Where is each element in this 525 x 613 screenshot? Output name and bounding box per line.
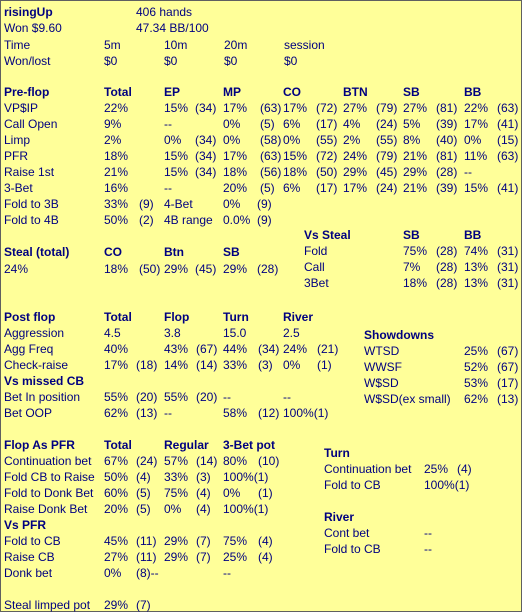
preflop-row-label: VP$IP [4, 101, 39, 115]
preflop-cell: 5% [403, 117, 421, 131]
flop-pfr-cell: 57% [164, 454, 189, 468]
missed-cb-cell: -- [283, 390, 291, 404]
postflop-cell: (3) [258, 358, 273, 372]
preflop-cell: 27% [343, 101, 368, 115]
showdowns-row-label: W$SD [364, 376, 399, 390]
wonlost-value-2: $0 [224, 54, 238, 68]
flop-pfr-cell: (14) [196, 454, 218, 468]
vs-steal-cell: 7% [403, 260, 421, 274]
vs-steal-cell: 13% [464, 276, 489, 290]
preflop-cell: 29% [343, 165, 368, 179]
postflop-cell: 3.8 [164, 326, 181, 340]
preflop-cell: (58) [260, 133, 282, 147]
vs-missed-cb-title: Vs missed CB [4, 374, 85, 388]
preflop-cell: (56) [260, 165, 282, 179]
vs-pfr-cell: 29% [164, 534, 189, 548]
steal-limped-value: 29% [104, 598, 129, 612]
preflop-cell: (39) [436, 181, 458, 195]
postflop-cell: (67) [196, 342, 218, 356]
missed-cb-cell: 55% [164, 390, 189, 404]
preflop-cell: (40) [436, 133, 458, 147]
preflop-cell: (63) [260, 149, 282, 163]
time-col-0: 5m [104, 38, 121, 52]
vs-steal-cell: 74% [464, 244, 489, 258]
postflop-row-label: Aggression [4, 326, 65, 340]
flop-pfr-header-1: Regular [164, 438, 209, 452]
missed-cb-cell: -- [223, 390, 231, 404]
preflop-cell: 17% [223, 149, 248, 163]
missed-cb-cell: 58% [223, 406, 248, 420]
vs-steal-title: Vs Steal [304, 228, 351, 242]
time-col-2: 20m [224, 38, 248, 52]
postflop-cell: 0% [283, 358, 301, 372]
preflop-title: Pre-flop [4, 85, 50, 99]
preflop-cell: 15% [283, 149, 308, 163]
postflop-row-label: Check-raise [4, 358, 69, 372]
preflop-cell: 0% [223, 117, 241, 131]
preflop-cell: 21% [104, 165, 129, 179]
preflop-header-6: BB [464, 85, 482, 99]
flop-pfr-cell: (4) [196, 486, 211, 500]
preflop-cell: 22% [464, 101, 489, 115]
missed-cb-cell: (13) [136, 406, 158, 420]
postflop-cell: 17% [104, 358, 129, 372]
vs-pfr-cell: 0% [104, 566, 122, 580]
preflop-header-3: CO [283, 85, 301, 99]
wonlost-value-1: $0 [164, 54, 178, 68]
vs-steal-header-bb: BB [464, 228, 482, 242]
player-name: risingUp [4, 5, 53, 19]
postflop-cell: 14% [164, 358, 189, 372]
preflop-fold3b-label2: 4-Bet [164, 197, 193, 211]
preflop-cell: 6% [283, 181, 301, 195]
postflop-header-3: River [283, 310, 314, 324]
preflop-cell: 22% [104, 101, 129, 115]
vs-steal-header-sb: SB [403, 228, 420, 242]
preflop-cell: 0% [164, 133, 182, 147]
river-row-label: Cont bet [324, 526, 370, 540]
steal-cell: 18% [104, 262, 129, 276]
preflop-cell: (50) [316, 165, 338, 179]
preflop-cell: (63) [497, 101, 519, 115]
flop-pfr-cell: 60% [104, 486, 129, 500]
vs-pfr-title: Vs PFR [4, 518, 47, 532]
missed-cb-cell: -- [164, 406, 172, 420]
postflop-header-0: Total [104, 310, 132, 324]
vs-pfr-cell: 27% [104, 550, 129, 564]
steal-limped-count: (7) [136, 598, 151, 612]
missed-cb-row-label: Bet In position [4, 390, 81, 404]
preflop-cell: 17% [283, 101, 308, 115]
vs-steal-cell: (31) [497, 244, 519, 258]
preflop-header-5: SB [403, 85, 420, 99]
preflop-cell: 18% [283, 165, 308, 179]
showdowns-count: (13) [497, 392, 519, 406]
postflop-header-2: Turn [223, 310, 249, 324]
flop-pfr-cell: 80% [223, 454, 248, 468]
vs-steal-cell: (28) [436, 260, 458, 274]
preflop-cell: 17% [223, 101, 248, 115]
vs-pfr-row-label: Raise CB [4, 550, 55, 564]
missed-cb-cell: 55% [104, 390, 129, 404]
vs-pfr-row-label: Fold to CB [4, 534, 61, 548]
preflop-cell: 21% [403, 149, 428, 163]
postflop-cell: (14) [196, 358, 218, 372]
steal-total-value: 24% [4, 262, 29, 276]
showdowns-count: (67) [497, 344, 519, 358]
preflop-fold3b-count: (9) [139, 197, 154, 211]
postflop-cell: (1) [317, 358, 332, 372]
turn-value: 100%(1) [424, 478, 470, 492]
preflop-row-label: 3-Bet [4, 181, 33, 195]
preflop-fold3b-value: 33% [104, 197, 129, 211]
vs-pfr-cell: (7) [196, 550, 211, 564]
flop-pfr-row-label: Raise Donk Bet [4, 502, 88, 516]
preflop-cell: (81) [436, 101, 458, 115]
preflop-cell: 15% [164, 101, 189, 115]
missed-cb-cell: (20) [196, 390, 218, 404]
preflop-cell: (24) [376, 181, 398, 195]
steal-cell: (50) [139, 262, 161, 276]
vs-steal-row-label: Call [304, 260, 325, 274]
preflop-cell: (34) [195, 133, 217, 147]
vs-steal-row-label: Fold [304, 244, 328, 258]
showdowns-count: (17) [497, 376, 519, 390]
flop-pfr-cell: (1) [258, 486, 273, 500]
postflop-cell: (21) [317, 342, 339, 356]
preflop-cell: 20% [223, 181, 248, 195]
preflop-fold4b-value: 50% [104, 213, 129, 227]
preflop-cell: (24) [376, 117, 398, 131]
missed-cb-cell: 100%(1) [283, 406, 329, 420]
vs-steal-cell: (31) [497, 260, 519, 274]
flop-pfr-header-2: 3-Bet pot [223, 438, 275, 452]
preflop-cell: 16% [104, 181, 129, 195]
flop-pfr-cell: (5) [136, 502, 151, 516]
preflop-cell: (63) [497, 149, 519, 163]
preflop-header-1: EP [164, 85, 181, 99]
turn-row-label: Fold to CB [324, 478, 381, 492]
steal-header-0: CO [104, 245, 122, 259]
preflop-cell: (17) [316, 117, 338, 131]
preflop-cell: (72) [316, 149, 338, 163]
postflop-cell: 24% [283, 342, 308, 356]
showdowns-value: 25% [464, 344, 489, 358]
vs-pfr-cell: (4) [258, 550, 273, 564]
postflop-cell: 4.5 [104, 326, 121, 340]
steal-header-2: SB [223, 245, 240, 259]
flop-pfr-cell: 0% [223, 486, 241, 500]
preflop-fold4b-value2: 0.0% [223, 213, 251, 227]
preflop-fold3b-count2: (9) [257, 197, 272, 211]
postflop-cell: 44% [223, 342, 248, 356]
river-title: River [324, 510, 355, 524]
vs-steal-cell: (28) [436, 276, 458, 290]
preflop-cell: (34) [195, 149, 217, 163]
preflop-cell: 29% [403, 165, 428, 179]
preflop-fold4b-label: Fold to 4B [4, 213, 59, 227]
preflop-cell: (45) [376, 165, 398, 179]
showdowns-title: Showdowns [364, 328, 434, 342]
river-value: -- [424, 526, 432, 540]
vs-pfr-cell: (7) [196, 534, 211, 548]
preflop-cell: 9% [104, 117, 122, 131]
steal-cell: (45) [195, 262, 217, 276]
time-col-3: session [284, 38, 325, 52]
showdowns-value: 53% [464, 376, 489, 390]
preflop-cell: (81) [436, 149, 458, 163]
preflop-cell: (28) [436, 165, 458, 179]
vs-pfr-cell: (4) [258, 534, 273, 548]
preflop-cell: 4% [343, 117, 361, 131]
showdowns-value: 62% [464, 392, 489, 406]
vs-steal-cell: (28) [436, 244, 458, 258]
wonlost-value-0: $0 [104, 54, 118, 68]
preflop-cell: 21% [403, 181, 428, 195]
preflop-cell: 24% [343, 149, 368, 163]
postflop-header-1: Flop [164, 310, 190, 324]
showdowns-value: 52% [464, 360, 489, 374]
vs-pfr-cell: 25% [223, 550, 248, 564]
flop-pfr-cell: 0% [164, 502, 182, 516]
vs-steal-cell: 75% [403, 244, 428, 258]
flop-pfr-cell: 50% [104, 470, 129, 484]
missed-cb-row-label: Bet OOP [4, 406, 53, 420]
time-label: Time [4, 38, 31, 52]
vs-steal-cell: (31) [497, 276, 519, 290]
preflop-cell: (17) [316, 181, 338, 195]
preflop-cell: 0% [223, 133, 241, 147]
preflop-cell: 11% [464, 149, 488, 163]
preflop-cell: (72) [316, 101, 338, 115]
postflop-cell: 33% [223, 358, 248, 372]
preflop-cell: 18% [104, 149, 129, 163]
preflop-cell: 15% [164, 165, 189, 179]
flop-pfr-cell: (4) [136, 470, 151, 484]
flop-pfr-cell: 20% [104, 502, 129, 516]
preflop-cell: (15) [497, 133, 519, 147]
postflop-cell: 40% [104, 342, 129, 356]
preflop-row-label: PFR [4, 149, 28, 163]
preflop-cell: (39) [436, 117, 458, 131]
preflop-fold4b-count: (2) [139, 213, 154, 227]
preflop-fold4b-count2: (9) [257, 213, 272, 227]
flop-pfr-row-label: Continuation bet [4, 454, 92, 468]
turn-title: Turn [324, 446, 350, 460]
preflop-cell: (5) [260, 181, 275, 195]
preflop-cell: (79) [376, 149, 398, 163]
postflop-cell: 15.0 [223, 326, 247, 340]
flop-pfr-title: Flop As PFR [4, 438, 75, 452]
preflop-cell: (55) [316, 133, 338, 147]
preflop-cell: 17% [464, 117, 489, 131]
preflop-cell: 18% [223, 165, 248, 179]
vs-pfr-cell: 45% [104, 534, 129, 548]
steal-cell: (28) [257, 262, 279, 276]
preflop-header-0: Total [104, 85, 132, 99]
preflop-cell: 27% [403, 101, 428, 115]
preflop-cell: -- [164, 117, 172, 131]
steal-limped-label: Steal limped pot [4, 598, 91, 612]
flop-pfr-cell: (4) [196, 502, 211, 516]
preflop-cell: 8% [403, 133, 421, 147]
turn-row-label: Continuation bet [324, 462, 412, 476]
preflop-cell: 0% [283, 133, 301, 147]
preflop-cell: 17% [343, 181, 368, 195]
flop-pfr-cell: 33% [164, 470, 189, 484]
preflop-header-4: BTN [343, 85, 368, 99]
flop-pfr-cell: (5) [136, 486, 151, 500]
preflop-fold3b-label: Fold to 3B [4, 197, 59, 211]
steal-cell: 29% [223, 262, 248, 276]
postflop-cell: 43% [164, 342, 189, 356]
vs-pfr-cell: -- [223, 566, 231, 580]
preflop-cell: (34) [195, 165, 217, 179]
preflop-cell: (5) [260, 117, 275, 131]
vs-pfr-cell: (8)-- [136, 566, 159, 580]
preflop-row-label: Call Open [4, 117, 58, 131]
vs-pfr-cell: (11) [136, 550, 157, 564]
vs-pfr-cell: 75% [223, 534, 248, 548]
flop-pfr-row-label: Fold CB to Raise [4, 470, 95, 484]
preflop-cell: (41) [497, 181, 519, 195]
preflop-cell: 2% [343, 133, 361, 147]
preflop-cell: 0% [464, 133, 482, 147]
flop-pfr-cell: (3) [196, 470, 211, 484]
river-value: -- [424, 542, 432, 556]
preflop-cell: (41) [497, 117, 519, 131]
missed-cb-cell: (12) [258, 406, 280, 420]
flop-pfr-cell: (10) [258, 454, 280, 468]
wonlost-label: Won/lost [4, 54, 51, 68]
flop-pfr-header-0: Total [104, 438, 132, 452]
bb-per-100: 47.34 BB/100 [136, 21, 209, 35]
wonlost-value-3: $0 [284, 54, 298, 68]
showdowns-row-label: W$SD(ex small) [364, 392, 451, 406]
postflop-title: Post flop [4, 310, 56, 324]
flop-pfr-cell: 75% [164, 486, 189, 500]
vs-pfr-cell: 29% [164, 550, 189, 564]
preflop-cell: (55) [376, 133, 398, 147]
time-col-1: 10m [164, 38, 188, 52]
turn-count: (4) [457, 462, 472, 476]
missed-cb-cell: (20) [136, 390, 158, 404]
preflop-cell: (79) [376, 101, 398, 115]
preflop-row-label: Raise 1st [4, 165, 55, 179]
preflop-cell: (34) [195, 101, 217, 115]
steal-title: Steal (total) [4, 245, 70, 259]
flop-pfr-cell: 67% [104, 454, 129, 468]
vs-pfr-cell: (11) [136, 534, 157, 548]
flop-pfr-cell: 100%(1) [223, 502, 269, 516]
preflop-cell: 2% [104, 133, 122, 147]
vs-pfr-row-label: Donk bet [4, 566, 53, 580]
steal-cell: 29% [164, 262, 189, 276]
vs-steal-cell: 18% [403, 276, 428, 290]
vs-steal-row-label: 3Bet [304, 276, 329, 290]
preflop-row-label: Limp [4, 133, 31, 147]
river-row-label: Fold to CB [324, 542, 381, 556]
missed-cb-cell: 62% [104, 406, 129, 420]
turn-value: 25% [424, 462, 449, 476]
showdowns-row-label: WTSD [364, 344, 400, 358]
preflop-fold4b-label2: 4B range [164, 213, 213, 227]
flop-pfr-row-label: Fold to Donk Bet [4, 486, 94, 500]
postflop-cell: (34) [258, 342, 280, 356]
preflop-cell: (63) [260, 101, 282, 115]
preflop-cell: 6% [283, 117, 301, 131]
postflop-cell: (18) [136, 358, 158, 372]
steal-header-1: Btn [164, 245, 184, 259]
hands-count: 406 hands [136, 5, 193, 19]
showdowns-row-label: WWSF [364, 360, 402, 374]
preflop-fold3b-value2: 0% [223, 197, 241, 211]
postflop-cell: 2.5 [283, 326, 300, 340]
flop-pfr-cell: (24) [136, 454, 158, 468]
won-amount: Won $9.60 [4, 21, 62, 35]
preflop-cell: 15% [164, 149, 189, 163]
vs-steal-cell: 13% [464, 260, 489, 274]
preflop-cell: -- [164, 181, 172, 195]
preflop-cell: 15% [464, 181, 489, 195]
preflop-header-2: MP [223, 85, 241, 99]
showdowns-count: (67) [497, 360, 519, 374]
preflop-cell: -- [464, 165, 472, 179]
postflop-row-label: Agg Freq [4, 342, 54, 356]
flop-pfr-cell: 100%(1) [223, 470, 269, 484]
